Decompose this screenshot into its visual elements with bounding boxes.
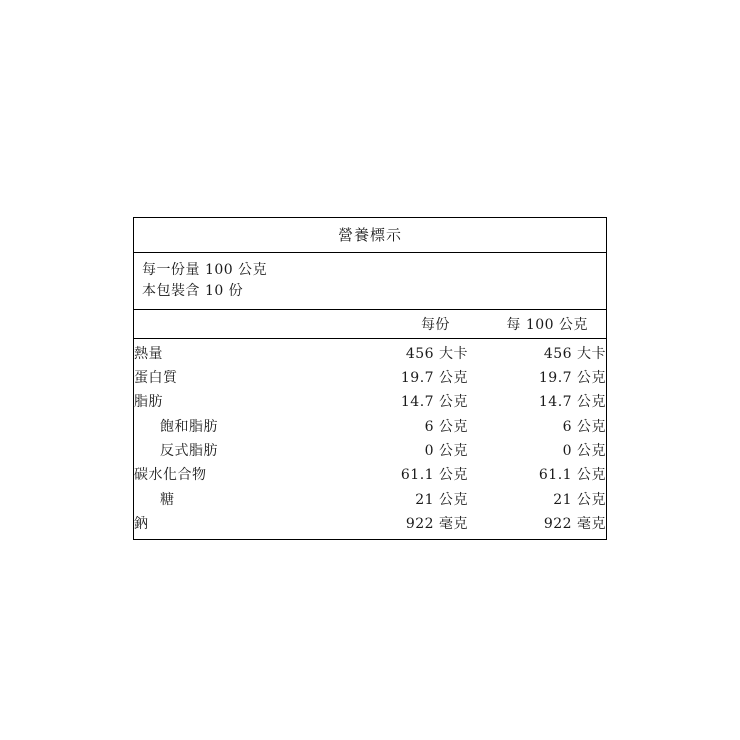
nutrient-name: 鈉 bbox=[134, 515, 149, 532]
nutrient-table-body bbox=[134, 339, 606, 539]
serving-information bbox=[134, 253, 606, 310]
nutrient-name: 反式脂肪 bbox=[160, 443, 218, 460]
nutrient-value-per-serving: 456 大卡 bbox=[405, 345, 468, 362]
nutrient-value-per-serving: 21 公克 bbox=[415, 491, 468, 508]
nutrient-name: 糖 bbox=[160, 491, 175, 508]
nutrient-value-per-serving: 61.1 公克 bbox=[400, 467, 468, 484]
nutrient-value-per-100g: 456 大卡 bbox=[543, 345, 606, 362]
table-row bbox=[134, 463, 606, 487]
nutrient-value-per-100g: 0 公克 bbox=[562, 443, 606, 460]
nutrient-value-per-serving: 922 毫克 bbox=[405, 515, 468, 532]
column-header-row bbox=[134, 310, 606, 339]
nutrient-value-per-100g: 19.7 公克 bbox=[538, 370, 606, 387]
table-row bbox=[134, 415, 606, 439]
servings-per-package-line: 本包裝含 10 份 bbox=[142, 283, 244, 300]
nutrient-value-per-100g: 21 公克 bbox=[553, 491, 606, 508]
nutrient-name: 碳水化合物 bbox=[134, 467, 207, 484]
nutrition-facts-panel bbox=[133, 217, 607, 540]
nutrient-value-per-serving: 0 公克 bbox=[424, 443, 468, 460]
nutrient-value-per-100g: 61.1 公克 bbox=[538, 467, 606, 484]
table-row bbox=[134, 366, 606, 390]
table-row bbox=[134, 339, 606, 366]
nutrient-value-per-100g: 14.7 公克 bbox=[538, 394, 606, 411]
nutrient-name: 脂肪 bbox=[134, 394, 163, 411]
table-row bbox=[134, 439, 606, 463]
nutrient-value-per-100g: 922 毫克 bbox=[543, 515, 606, 532]
table-row bbox=[134, 512, 606, 539]
panel-title: 營養標示 bbox=[134, 218, 606, 253]
column-header-per-serving: 每份 bbox=[421, 316, 450, 333]
nutrient-name: 飽和脂肪 bbox=[160, 418, 218, 435]
serving-size-line: 每一份量 100 公克 bbox=[142, 261, 268, 278]
nutrient-value-per-100g: 6 公克 bbox=[562, 418, 606, 435]
table-row bbox=[134, 488, 606, 512]
nutrient-name: 熱量 bbox=[134, 345, 163, 362]
column-header-nutrient bbox=[134, 314, 330, 334]
nutrient-value-per-serving: 6 公克 bbox=[424, 418, 468, 435]
column-header-per-100g: 每 100 公克 bbox=[506, 316, 588, 333]
nutrient-value-per-serving: 19.7 公克 bbox=[400, 370, 468, 387]
nutrient-value-per-serving: 14.7 公克 bbox=[400, 394, 468, 411]
nutrient-table bbox=[134, 339, 606, 539]
nutrient-name: 蛋白質 bbox=[134, 370, 178, 387]
table-row bbox=[134, 390, 606, 414]
